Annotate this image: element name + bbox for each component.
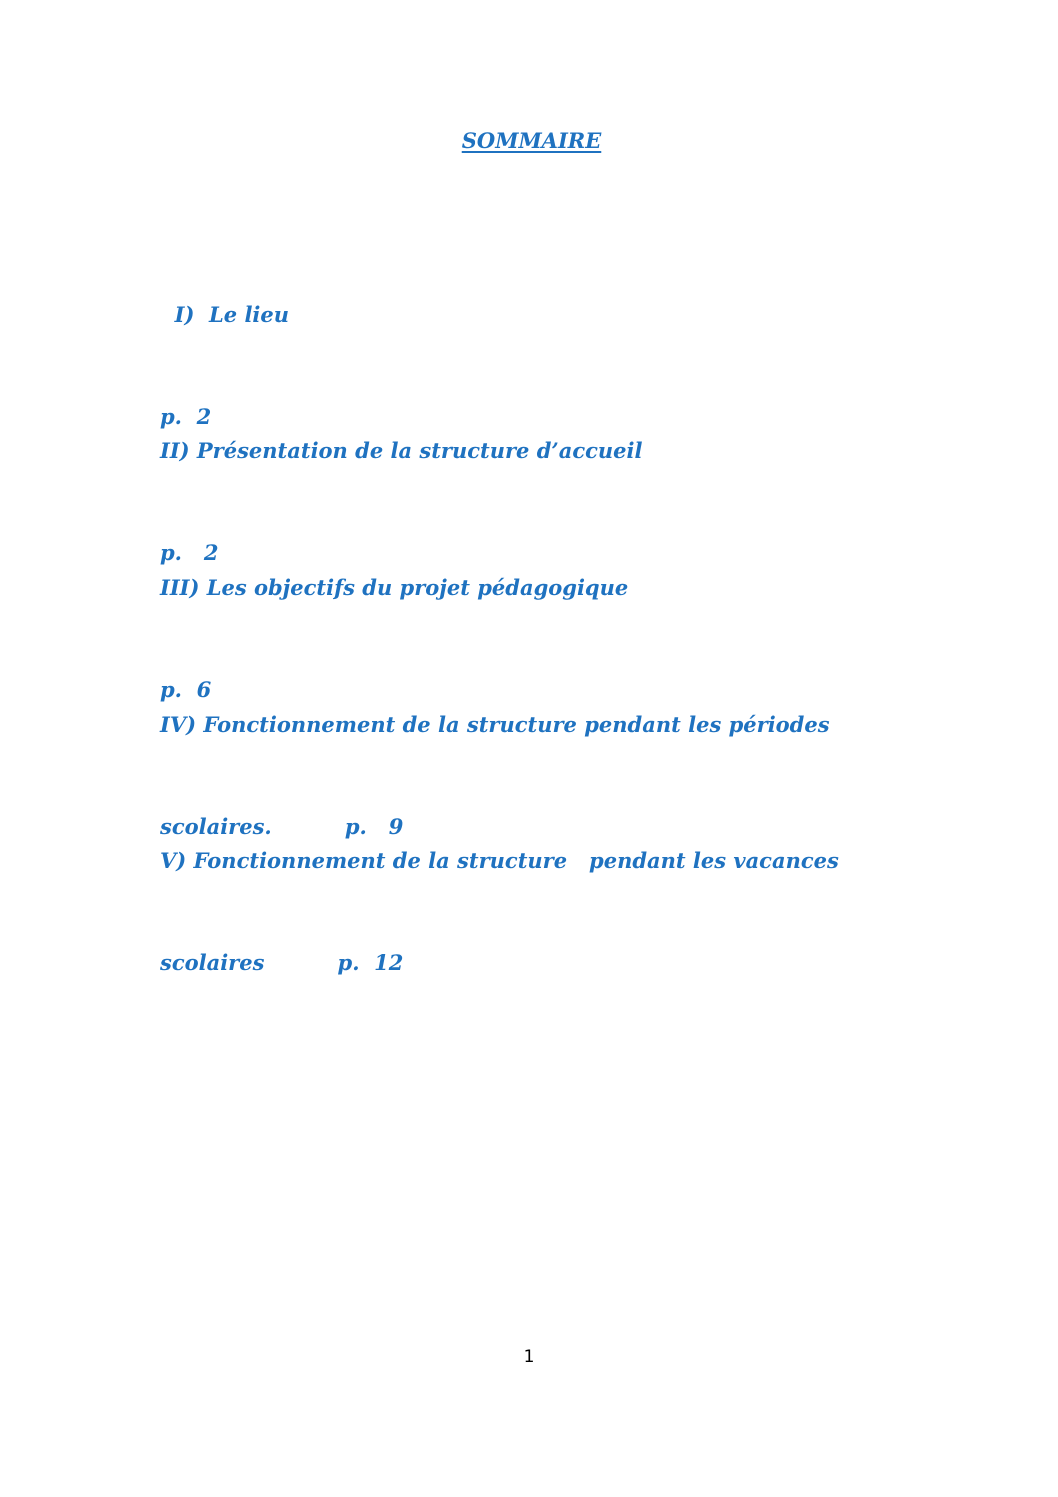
toc-entry-heading: III) Les objectifs du projet pédagogique bbox=[160, 575, 629, 600]
toc-entry-page: p. 2 bbox=[160, 404, 212, 429]
toc-entry-page: p. 2 bbox=[160, 540, 219, 565]
toc-entry-continuation: scolaires p. 12 bbox=[160, 950, 404, 975]
toc-entry-heading: IV) Fonctionnement de la structure pendant les périodes bbox=[160, 712, 830, 737]
page-number: 1 bbox=[523, 1347, 535, 1367]
page-title: SOMMAIRE bbox=[461, 128, 602, 153]
toc-entry-heading: II) Présentation de la structure d’accueil bbox=[160, 438, 643, 463]
toc-entry-heading: V) Fonctionnement de la structure pendant les vacances bbox=[160, 848, 839, 873]
toc-entry-continuation: scolaires. p. 9 bbox=[160, 814, 404, 839]
toc-entry-page: p. 6 bbox=[160, 677, 212, 702]
toc-entry-5 bbox=[160, 776, 839, 1048]
toc-entry-heading: I) Le lieu bbox=[160, 302, 290, 327]
